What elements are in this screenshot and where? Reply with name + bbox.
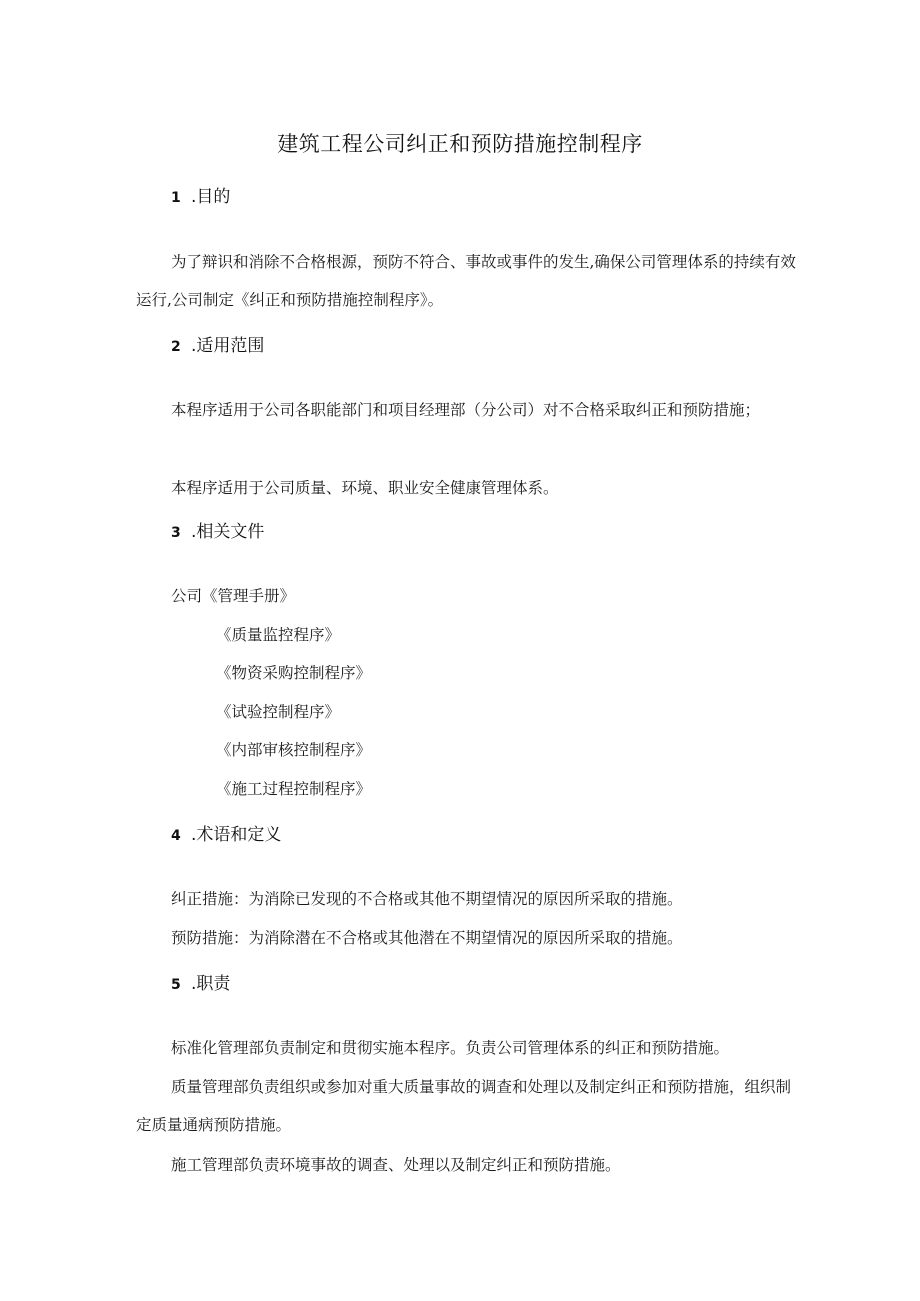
section-heading-terms bbox=[171, 822, 281, 849]
section-title: .相关文件 bbox=[191, 522, 265, 542]
paragraph-scope-2: 本程序适用于公司质量、环境、职业安全健康管理体系。 bbox=[171, 479, 559, 497]
related-doc-item: 《试验控制程序》 bbox=[216, 703, 341, 721]
section-title: .职责 bbox=[191, 974, 231, 994]
section-number: 5 bbox=[171, 977, 181, 993]
section-number: 3 bbox=[171, 525, 181, 541]
section-heading-responsibilities bbox=[171, 971, 230, 998]
section-title: .目的 bbox=[191, 187, 231, 207]
term-definition-preventive: 预防措施：为消除潜在不合格或其他潜在不期望情况的原因所采取的措施。 bbox=[171, 929, 683, 947]
paragraph-scope-1: 本程序适用于公司各职能部门和项目经理部（分公司）对不合格采取纠正和预防措施； bbox=[171, 401, 761, 419]
section-number: 2 bbox=[171, 339, 181, 355]
related-doc-item: 《质量监控程序》 bbox=[216, 626, 341, 644]
section-title: .术语和定义 bbox=[191, 825, 282, 845]
term-definition-corrective: 纠正措施：为消除已发现的不合格或其他不期望情况的原因所采取的措施。 bbox=[171, 890, 683, 908]
related-doc-item: 公司《管理手册》 bbox=[171, 587, 296, 605]
section-heading-scope bbox=[171, 333, 264, 360]
related-doc-item: 《内部审核控制程序》 bbox=[216, 741, 372, 759]
paragraph-responsibility-2: 质量管理部负责组织或参加对重大质量事故的调查和处理以及制定纠正和预防措施，组织制定质量通病预防措施。 bbox=[136, 1078, 792, 1134]
section-number: 4 bbox=[171, 828, 181, 844]
section-heading-purpose bbox=[171, 184, 230, 211]
paragraph-purpose: 为了辩识和消除不合格根源，预防不符合、事故或事件的发生,确保公司管理体系的持续有效运行,公司制定《纠正和预防措施控制程序》。 bbox=[136, 253, 796, 309]
paragraph-responsibility-3: 施工管理部负责环境事故的调查、处理以及制定纠正和预防措施。 bbox=[171, 1156, 621, 1174]
section-number: 1 bbox=[171, 190, 181, 206]
related-doc-item: 《施工过程控制程序》 bbox=[216, 780, 372, 798]
section-title: .适用范围 bbox=[191, 336, 265, 356]
related-doc-item: 《物资采购控制程序》 bbox=[216, 664, 372, 682]
section-heading-related-docs bbox=[171, 519, 264, 546]
paragraph-responsibility-1: 标准化管理部负责制定和贯彻实施本程序。负责公司管理体系的纠正和预防措施。 bbox=[171, 1039, 730, 1057]
document-title: 建筑工程公司纠正和预防措施控制程序 bbox=[277, 132, 643, 156]
